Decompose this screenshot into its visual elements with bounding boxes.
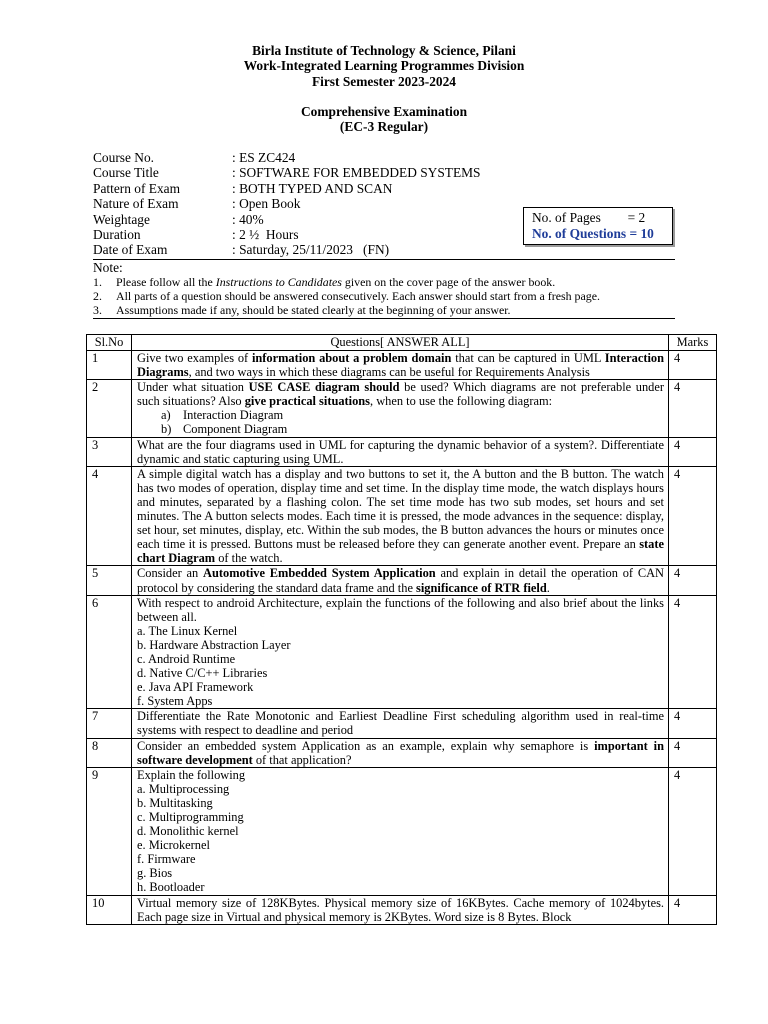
question-emphasis: state chart Diagram [137,537,664,566]
question-text-part: Explain the following [137,767,246,782]
question-text-part: Virtual memory size of 128KBytes. Physical memory size of 16KBytes. Cache memory of 1024bytes. Each page size in Virtual and physical memory is 2KBytes. Word size is 8 Bytes. Block [137,895,664,924]
question-row [87,351,717,380]
pages-questions-box [523,207,673,245]
note-emphasis: Instructions to Candidates [215,275,342,289]
question-text [132,738,669,767]
question-number: 4 [87,466,132,566]
question-row [87,380,717,437]
info-row [93,150,481,165]
question-subitem: f. System Apps [137,694,213,709]
question-row [87,437,717,466]
note-item [93,303,675,317]
question-subitem: d. Native C/C++ Libraries [137,666,268,681]
question-row [87,466,717,566]
question-subitem: c. Android Runtime [137,651,236,666]
question-row [87,566,717,595]
info-value: : BOTH TYPED AND SCAN [232,180,393,196]
divider-bottom [93,318,675,319]
institute-name: Birla Institute of Technology & Science, Pilani [252,43,516,58]
notes-list [93,275,675,318]
exam-title-block [0,104,768,135]
question-subitem: e. Java API Framework [137,680,254,695]
question-text-part: , and two ways in which these diagrams can be useful for Requirements Analysis [188,365,590,380]
info-value: : Open Book [232,196,301,212]
question-subitem: g. Bios [137,866,173,881]
question-marks: 4 [669,595,717,709]
question-text-part: Under what situation [137,380,249,395]
question-paragraph [137,739,664,767]
question-text-part: With respect to android Architecture, explain the functions of the following and also brief about the links between all. [137,595,664,624]
question-text [132,566,669,595]
question-text-part: Consider an [137,566,204,581]
info-value: : 40% [232,211,264,227]
question-paragraph [137,709,664,737]
question-text-part: Give two examples of [137,351,252,365]
question-paragraph [137,438,664,466]
question-marks: 4 [669,437,717,466]
question-text [132,466,669,566]
question-text [132,709,669,738]
exam-title: Comprehensive Examination [300,104,468,119]
question-marks: 4 [669,380,717,437]
question-subitem: b. Multitasking [137,795,213,810]
question-emphasis: important in software development [137,738,664,767]
question-row [87,895,717,924]
note-text [116,303,511,317]
question-row [87,709,717,738]
question-subitem: a. The Linux Kernel [137,623,238,638]
question-marks: 4 [669,466,717,566]
question-subitem: h. Bootloader [137,880,205,895]
table-header-row [87,335,717,351]
note-number: 2. [93,289,102,304]
question-text [132,767,669,895]
info-label: Course No. [93,150,154,165]
question-text [132,351,669,380]
question-emphasis: Interaction Diagrams [137,351,664,380]
question-number: 2 [87,380,132,437]
subitem-letter: a) [161,408,171,423]
header-slno: Sl.No [87,335,132,351]
info-label: Nature of Exam [93,196,179,212]
question-text [132,895,669,924]
question-text [132,437,669,466]
question-emphasis: Automotive Embedded System Application [203,566,436,581]
exam-subtitle: (EC-3 Regular) [339,119,429,135]
division-name: Work-Integrated Learning Programmes Division [243,58,525,74]
question-text [132,380,669,437]
question-marks: 4 [669,895,717,924]
question-subitem: b. Hardware Abstraction Layer [137,637,291,652]
question-row [87,595,717,709]
question-text-part: and explain in detail the operation of CAN protocol by considering the standard data frame and the [137,566,664,595]
info-label: Course Title [93,165,159,181]
question-subitem: a. Multiprocessing [137,781,230,796]
note-item [93,289,675,303]
note-number: 1. [93,275,102,289]
question-row [87,738,717,767]
question-text-part: of the watch. [215,551,283,566]
questions-table [86,334,717,925]
question-text-part: What are the four diagrams used in UML for capturing the dynamic behavior of a system?. Differentiate dynamic and static capturing using UML. [137,437,664,466]
question-paragraph [137,467,664,566]
question-subitem: c. Multiprogramming [137,810,244,824]
question-number: 7 [87,709,132,738]
question-number: 6 [87,595,132,709]
info-value: : Saturday, 25/11/2023 (FN) [232,242,390,258]
note-number: 3. [93,303,102,318]
info-value: : 2 ½ Hours [232,227,299,243]
question-subitem: f. Firmware [137,852,196,867]
info-label: Date of Exam [93,242,168,258]
note-text [116,289,600,303]
note-text-part: All parts of a question should be answered consecutively. Each answer should start from a fresh page. [116,289,600,304]
question-subitem [137,408,664,422]
question-paragraph [137,380,664,408]
subitem-letter: b) [161,422,172,437]
info-value: : SOFTWARE FOR EMBEDDED SYSTEMS [232,165,481,181]
question-paragraph [137,351,664,379]
info-label: Pattern of Exam [93,180,181,196]
note-text-part: Please follow all the [116,275,216,289]
question-marks: 4 [669,351,717,380]
question-emphasis: significance of RTR field [416,580,547,595]
questions-count: No. of Questions = 10 [532,225,654,241]
question-number: 3 [87,437,132,466]
question-number: 10 [87,895,132,924]
info-label: Duration [93,227,141,243]
question-marks: 4 [669,767,717,895]
info-row [93,181,481,196]
info-row [93,165,481,180]
info-row [93,212,481,227]
subitem-text: Component Diagram [183,422,288,437]
question-text-part: A simple digital watch has a display and two buttons to set it, the A button and the B button. The watch has two modes of operation, display time and set time. In the display time mode, the watch displays hours and minutes, separated by a flashing colon. The set time mode has two sub modes, set hours and set minutes. The A button selects modes. Each time it is pressed, the mode advances in the sequence: display, set hour, set minutes, display, etc. Within the sub modes, the B button advances the hours or minutes once each time it is pressed. Buttons must be released before they can generate another event. Prepare an [137,466,664,552]
question-text-part: . [546,580,550,595]
question-text-part: that can be captured in UML [451,351,605,365]
info-row [93,242,481,257]
question-marks: 4 [669,738,717,767]
course-info [93,150,481,258]
question-subitem: d. Monolithic kernel [137,824,239,839]
question-text-part: be used? Which diagrams are not preferable under such situations? Also [137,380,665,409]
question-paragraph [137,768,664,782]
info-label: Weightage [93,211,150,227]
question-row [87,767,717,895]
question-marks: 4 [669,566,717,595]
note-title: Note: [93,260,123,275]
divider-top [93,259,675,260]
question-emphasis: give practical situations [244,394,371,409]
note-item [93,275,675,289]
info-value: : ES ZC424 [232,150,296,165]
question-number: 8 [87,738,132,767]
note-text-part: given on the cover page of the answer book. [341,275,556,289]
question-text-part: Consider an embedded system Application as an example, explain why semaphore is [137,738,595,753]
question-number: 1 [87,351,132,380]
semester: First Semester 2023-2024 [311,73,457,89]
header-questions: Questions[ ANSWER ALL] [132,335,669,351]
question-text [132,595,669,709]
question-emphasis: USE CASE diagram should [248,380,400,395]
subitem-text: Interaction Diagram [183,408,284,423]
institution-header [0,43,768,89]
question-text-part: of that application? [252,752,352,767]
question-paragraph [137,896,664,924]
question-subitem: e. Microkernel [137,838,210,853]
pages-count: No. of Pages = 2 [532,210,646,225]
question-paragraph [137,596,664,624]
info-row [93,227,481,242]
question-paragraph [137,566,664,594]
note-text [116,275,555,289]
question-number: 5 [87,566,132,595]
question-subitem [137,422,664,436]
question-emphasis: information about a problem domain [251,351,452,365]
question-marks: 4 [669,709,717,738]
note-text-part: Assumptions made if any, should be stated clearly at the beginning of your answer. [116,303,511,318]
info-row [93,196,481,211]
question-text-part: , when to use the following diagram: [370,394,553,409]
question-number: 9 [87,767,132,895]
question-text-part: Differentiate the Rate Monotonic and Earliest Deadline First scheduling algorithm used in real-time systems with respect to deadline and period [137,709,664,738]
header-marks: Marks [669,335,717,351]
